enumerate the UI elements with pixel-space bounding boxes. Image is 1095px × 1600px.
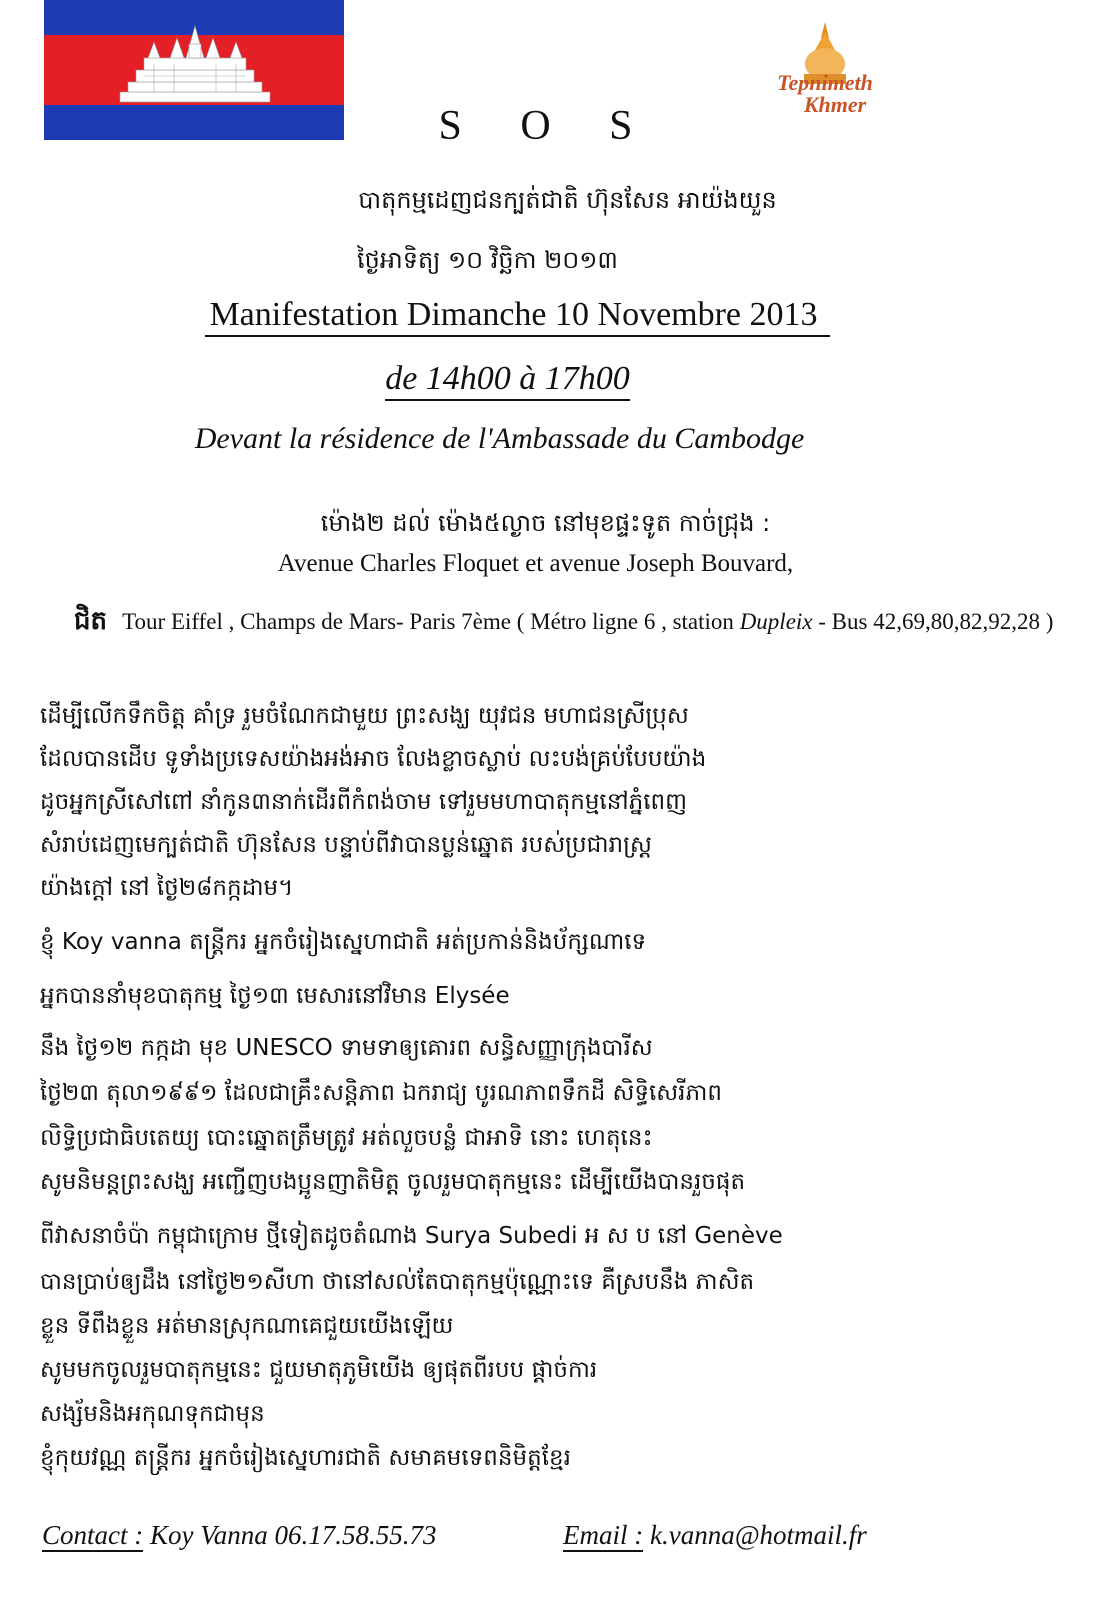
- body-line: បានប្រាប់ឲ្យដឹង នៅថ្ងៃ២១សីហា ថានៅសល់តែបាតុកម្មប៉ុណ្ណោះទេ គឺស្របនឹង ភាសិត: [40, 1269, 755, 1295]
- body-line: ថ្ងៃ២៣ តុលា១៩៩១ ដែលជាគ្រឹះសន្តិភាព ឯករាជ្យ បូរណភាពទឹកដី សិទ្ធិសេរីភាព: [40, 1080, 722, 1106]
- body-line: យ៉ាងក្តៅ នៅ ថ្ងៃ២៨កក្កដាម។: [40, 875, 294, 901]
- email-line: [563, 1520, 867, 1551]
- sos-heading: S O S: [438, 103, 657, 149]
- near-french-a: Tour Eiffel , Champs de Mars- Paris 7ème ( Métro ligne 6 , station: [122, 609, 740, 634]
- body-line: ដើម្បីលើកទឹកចិត្ត គាំទ្រ រួមចំណែកជាមួយ ព្រះសង្ឃ យុវជន មហាជនស្រីប្រុស: [40, 703, 689, 729]
- body-line: ដែលបានដើប ទូទាំងប្រទេសយ៉ាងអង់អាច លែងខ្លាចស្លាប់ លះបង់គ្រប់បែបយ៉ាង: [40, 746, 707, 772]
- address-line: Avenue Charles Floquet et avenue Joseph Bouvard,: [277, 550, 794, 577]
- email-label: Email :: [563, 1520, 644, 1550]
- email-link[interactable]: k.vanna@hotmail.fr: [650, 1520, 867, 1550]
- khmer-title: បាតុកម្មដេញជនក្បត់ជាតិ ហ៊ុនសែន អាយ៉ងយួន: [358, 186, 777, 214]
- body-line: សូមនិមន្តព្រះសង្ឃ អញ្ជើញបងប្អូនញាតិមិត្ត ចូលរួមបាតុកម្មនេះ ដើម្បីយើងបានរួចផុត: [40, 1169, 746, 1195]
- khmer-date: ថ្ងៃអាទិត្យ ១០ វិច្ឆិកា ២០១៣: [357, 246, 618, 274]
- logo-line2: Khmer: [803, 92, 867, 117]
- body-line: សំរាប់ដេញមេក្បត់ជាតិ ហ៊ុនសែន បន្ទាប់ពីវាបានប្លន់ឆ្នោត របស់ប្រជារាស្ត្រ: [40, 832, 652, 858]
- contact-label: Contact :: [42, 1520, 144, 1550]
- khmer-hours: ម៉ោង២ ដល់ ម៉ោង៥ល្ងាច នៅមុខផ្ទះទូត កាច់ជ្រុង :: [320, 509, 771, 537]
- logo-line1: Tepnimeth: [777, 70, 873, 95]
- body-line: ដូចអ្នកស្រីសៅពៅ នាំកូន៣នាក់ដើរពីកំពង់ចាម ទៅរួមមហាបាតុកម្មនៅភ្នំពេញ: [40, 789, 688, 815]
- body-line: អ្នកបាននាំមុខបាតុកម្ម ថ្ងៃ១៣ មេសារនៅវិមាន Elysée: [40, 983, 510, 1009]
- body-line: លិទ្ធិប្រជាធិបតេយ្យ បោះឆ្នោតត្រឹមត្រូវ អត់លួចបន្លំ ជាអាទិ នោះ ហេតុនេះ: [40, 1125, 653, 1151]
- near-khmer: ជិត: [74, 606, 108, 636]
- near-french-b: - Bus 42,69,80,82,92,28 ): [812, 609, 1054, 634]
- contact-phone: Koy Vanna 06.17.58.55.73: [150, 1520, 437, 1550]
- body-line: សង្ស័មនិងអកុណទុកជាមុន: [40, 1401, 265, 1427]
- event-place: Devant la résidence de l'Ambassade du Cambodge: [194, 422, 805, 455]
- near-station: Dupleix: [739, 609, 813, 634]
- contact-line: [42, 1520, 437, 1551]
- body-line: ខ្លួន ទីពឹងខ្លួន អត់មានស្រុកណាគេជួយយើងឡើយ: [40, 1313, 454, 1339]
- french-title: Manifestation Dimanche 10 Novembre 2013: [205, 296, 829, 337]
- body-line: ពីវាសនាចំប៉ា កម្ពុជាក្រោម ថ្មីទៀតដូចតំណាង Surya Subedi អ ស ប នៅ Genève: [40, 1223, 783, 1249]
- body-line: ខ្ញុំ Koy vanna តន្ត្រីករ អ្នកចំរៀងស្នេហាជាតិ អត់ប្រកាន់និងប័ក្សណាទេ: [40, 929, 647, 955]
- body-line: សូមមកចូលរួមបាតុកម្មនេះ ជួយមាតុភូមិយើង ឲ្យផុតពីរបប ផ្តាច់ការ: [40, 1357, 598, 1383]
- event-time: de 14h00 à 17h00: [385, 360, 630, 401]
- near-line: [74, 604, 1053, 642]
- body-line: ខ្ញុំកុយវណ្ណ តន្ត្រីករ អ្នកចំរៀងស្នេហារជាតិ សមាគមទេពនិមិត្តខ្មែរ: [40, 1445, 571, 1471]
- body-line: នឹង ថ្ងៃ១២ កក្កដា មុខ UNESCO ទាមទាឲ្យគោរព សន្ធិសញ្ញាក្រុងបារីស: [40, 1035, 653, 1061]
